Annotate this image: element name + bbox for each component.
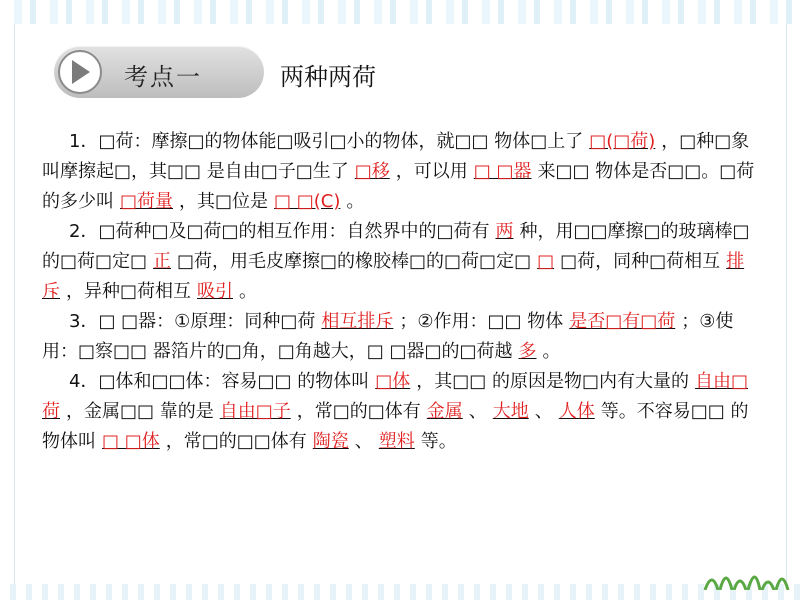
- item-text: ，可以用: [395, 161, 468, 182]
- answer-blank: □(□荷): [589, 131, 656, 152]
- answer-blank: □ □(C): [274, 191, 341, 212]
- item-text: 来□□ 物体是否□□。□荷的多少叫: [42, 161, 755, 212]
- item-text: 、: [354, 431, 373, 452]
- item-text: ，其□□ 的原因是物□内有大量的: [416, 371, 689, 392]
- item-text: ，异种□荷相互: [66, 281, 192, 302]
- knowledge-item-4: [42, 367, 762, 457]
- item-text: ，其□位是: [179, 191, 269, 212]
- item-text: □荷，用毛皮摩擦□的橡胶棒□的□荷□定□: [177, 251, 532, 272]
- item-text: 、: [534, 401, 553, 422]
- knowledge-item-1: [42, 127, 762, 217]
- play-icon: [72, 60, 90, 84]
- item-text: 等。不容易□□ 的物体叫: [42, 401, 749, 452]
- item-text: 。: [239, 281, 258, 302]
- answer-blank: □ □器: [473, 161, 532, 182]
- answer-blank: 大地: [492, 401, 529, 422]
- item-text: 、: [468, 401, 487, 422]
- answer-blank: 自由□子: [219, 401, 291, 422]
- answer-blank: 陶瓷: [312, 431, 349, 452]
- answer-blank: 塑料: [378, 431, 415, 452]
- item-text: ，常□的□□体有: [165, 431, 307, 452]
- section-label: 考点一: [124, 63, 202, 91]
- answer-blank: 人体: [558, 401, 595, 422]
- answer-blank: 金属: [426, 401, 463, 422]
- answer-blank: 自由□荷: [42, 371, 748, 422]
- bottom-decorative-strip: [0, 584, 800, 600]
- item-text: 。: [346, 191, 365, 212]
- item-text: ；②作用：□□ 物体: [399, 311, 564, 332]
- answer-blank: 相互排斥: [321, 311, 394, 332]
- item-text: ；③使用：□察□□ 器箔片的□角，□角越大，□ □器□的□荷越: [42, 311, 734, 362]
- answer-blank: □移: [354, 161, 390, 182]
- knowledge-item-2: [42, 217, 762, 307]
- item-text: 2．□荷种□及□荷□的相互作用：自然界中的□荷有: [69, 221, 490, 242]
- answer-blank: □ □体: [102, 431, 160, 452]
- topic-title: 两种两荷: [280, 63, 376, 91]
- item-text: 4．□体和□□体：容易□□ 的物体叫: [69, 371, 370, 392]
- left-border-line: [14, 24, 15, 584]
- item-text: ，金属□□ 靠的是: [66, 401, 214, 422]
- answer-blank: □: [537, 251, 555, 272]
- right-border-line: [786, 24, 787, 584]
- answer-blank: 排斥: [42, 251, 745, 302]
- answer-blank: □体: [375, 371, 411, 392]
- item-text: ，□种□象叫摩擦起□，其□□ 是自由□子□生了: [42, 131, 750, 182]
- item-text: 3．□ □器：①原理：同种□荷: [69, 311, 316, 332]
- item-text: ，常□的□体有: [296, 401, 421, 422]
- answer-blank: 多: [518, 341, 537, 362]
- item-text: 等。: [420, 431, 457, 452]
- item-text: 。: [542, 341, 561, 362]
- answer-blank: 正: [153, 251, 172, 272]
- item-text: 1．□荷：摩擦□的物体能□吸引□小的物体，就□□ 物体□上了: [69, 131, 584, 152]
- grass-decoration-icon: [700, 560, 790, 590]
- item-text: 种，用□□摩擦□的玻璃棒□的□荷□定□: [42, 221, 750, 272]
- knowledge-item-3: [42, 307, 762, 367]
- answer-blank: □荷量: [120, 191, 174, 212]
- answer-blank: 是否□有□荷: [569, 311, 676, 332]
- top-decorative-strip: [0, 0, 800, 24]
- knowledge-points: [42, 127, 762, 457]
- answer-blank: 两: [495, 221, 514, 242]
- item-text: □荷，同种□荷相互: [560, 251, 721, 272]
- answer-blank: 吸引: [197, 281, 234, 302]
